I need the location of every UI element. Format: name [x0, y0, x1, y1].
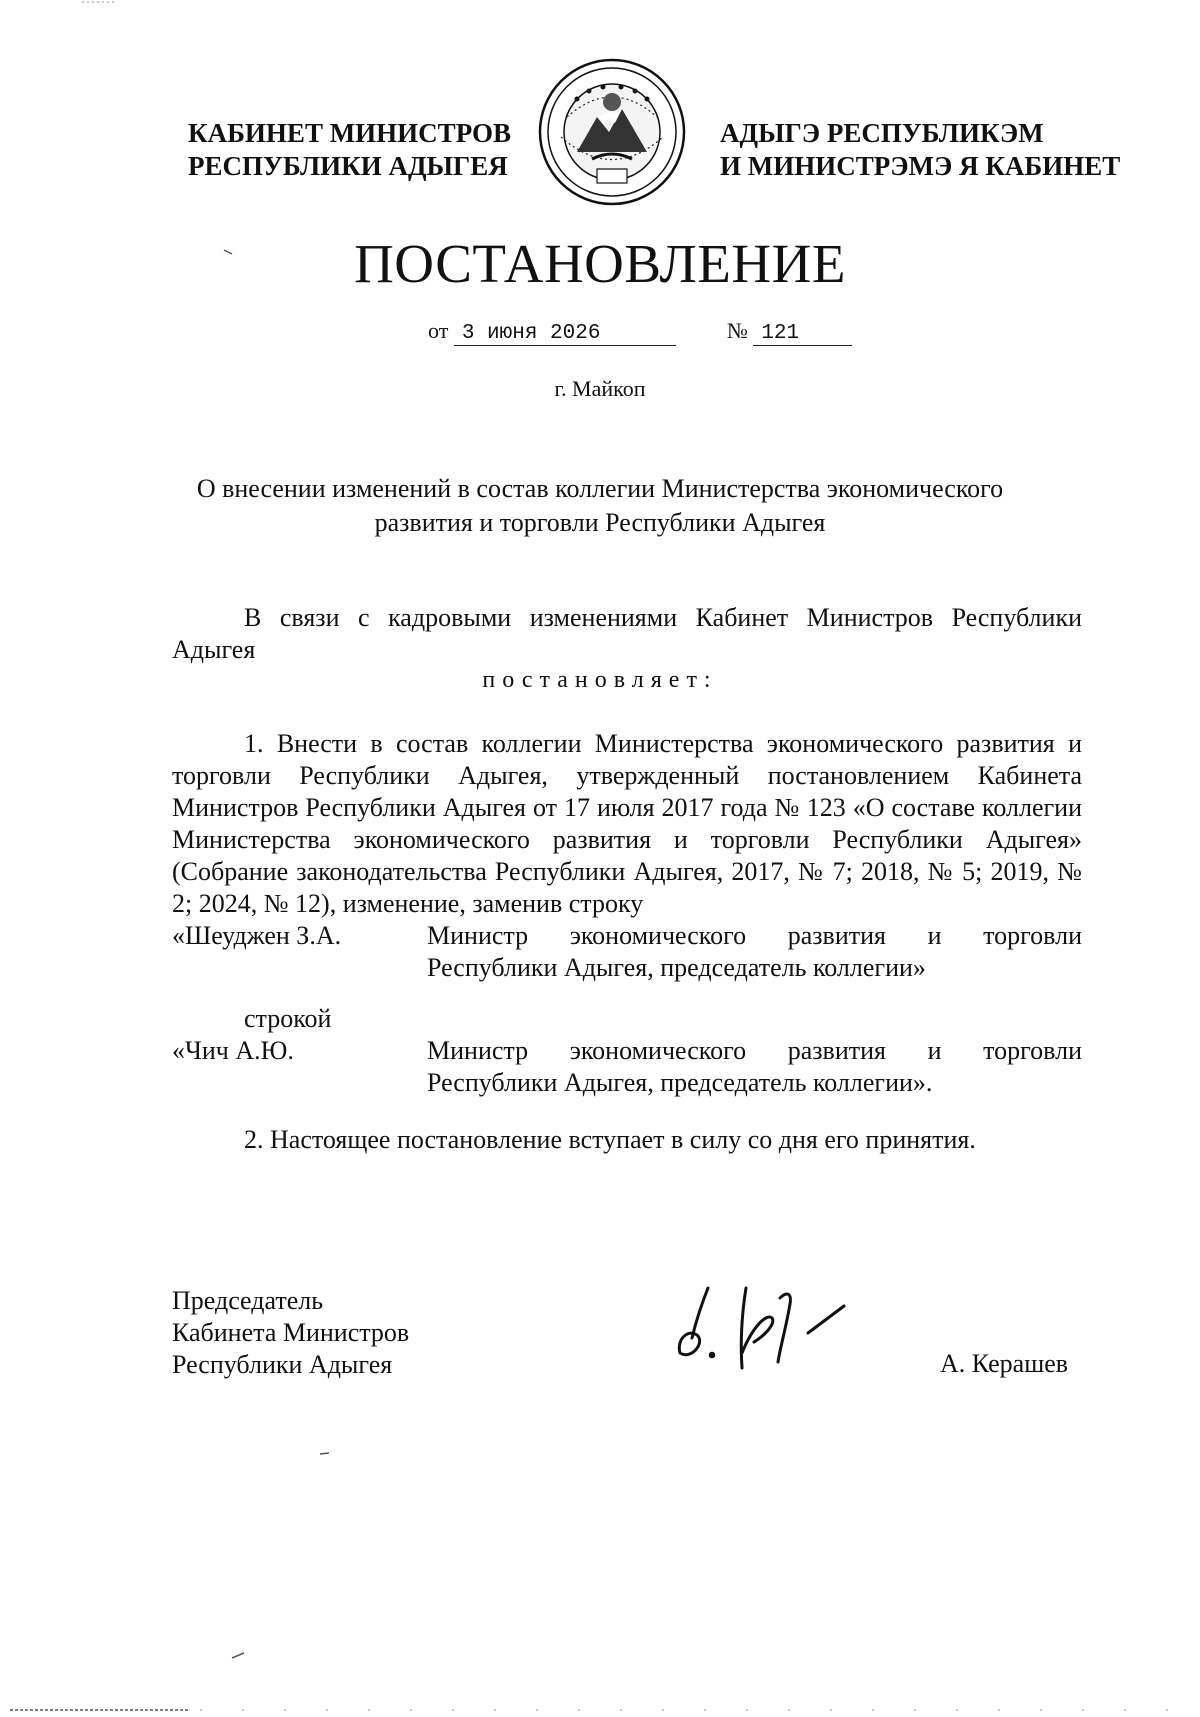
position-line-2: Республики Адыгея, председатель коллегии» — [427, 953, 926, 982]
date-label: от — [428, 318, 449, 343]
document-title: О внесении изменений в состав коллегии Министерства экономического развития и торговли Республики Адыгея — [196, 474, 1004, 537]
signatory-title-line-3: Республики Адыгея — [172, 1350, 393, 1379]
position-line-2: Республики Адыгея, председатель коллегии». — [427, 1068, 933, 1097]
date-value: 3 июня 2026 — [454, 322, 676, 346]
intro-paragraph: В связи с кадровыми изменениями Кабинет Министров Республики Адыгея — [172, 603, 1082, 664]
issuer-name-adyghe — [720, 117, 1120, 183]
signatory-title-line-2: Кабинета Министров — [172, 1318, 410, 1347]
number-value: 121 — [753, 322, 852, 346]
position-line-1: Министр экономического развития и торговли — [427, 921, 1082, 950]
scan-edge-dots — [80, 0, 120, 6]
item-2-paragraph: 2. Настоящее постановление вступает в силу со дня его принятия. — [244, 1125, 976, 1154]
old-member-name: «Шеуджен З.А. — [172, 921, 342, 950]
scan-speck — [230, 1650, 248, 1660]
scan-speck — [222, 248, 236, 256]
scan-edge-dots — [0, 1706, 1200, 1714]
issuer-line-1: КАБИНЕТ МИНИСТРОВ — [188, 118, 512, 148]
new-member-name: «Чич А.Ю. — [172, 1036, 294, 1065]
number-label: № — [726, 318, 748, 343]
position-line-1: Министр экономического развития и торговли — [427, 1036, 1082, 1065]
item-1-paragraph: 1. Внести в состав коллегии Министерства экономического развития и торговли Республики Адыгея, утвержденный постановлением Кабинета Министров Республики Адыгея от 17 июля 2017 года № 123 «О составе коллегии Министерства экономического развития и торговли Республики Адыгея» (Собрание законодательства Республики Адыгея, 2017, № 7; 2018, № 5; 2019, № 2; 2024, № 12), изменение, заменив строку — [172, 729, 1082, 918]
new-member-position — [427, 1035, 1082, 1099]
decree-word: постановляет: — [482, 667, 718, 693]
handwritten-signature — [668, 1258, 858, 1388]
coat-of-arms-icon — [537, 57, 687, 207]
signatory-name: А. Керашев — [940, 1349, 1069, 1378]
replacement-word: строкой — [244, 1004, 332, 1033]
issuer-line-2: РЕСПУБЛИКИ АДЫГЕЯ — [188, 151, 508, 181]
issuer-line-1: АДЫГЭ РЕСПУБЛИКЭМ — [720, 118, 1044, 148]
scan-speck — [318, 1450, 332, 1458]
old-member-position — [427, 920, 1082, 984]
issuer-line-2: И МИНИСТРЭМЭ Я КАБИНЕТ — [720, 151, 1121, 181]
date-number-line — [428, 318, 852, 346]
signatory-title — [172, 1285, 409, 1381]
document-type: ПОСТАНОВЛЕНИЕ — [354, 233, 846, 294]
city: г. Майкоп — [554, 376, 646, 401]
issuer-name-russian — [188, 117, 511, 183]
signatory-title-line-1: Председатель — [172, 1286, 324, 1315]
